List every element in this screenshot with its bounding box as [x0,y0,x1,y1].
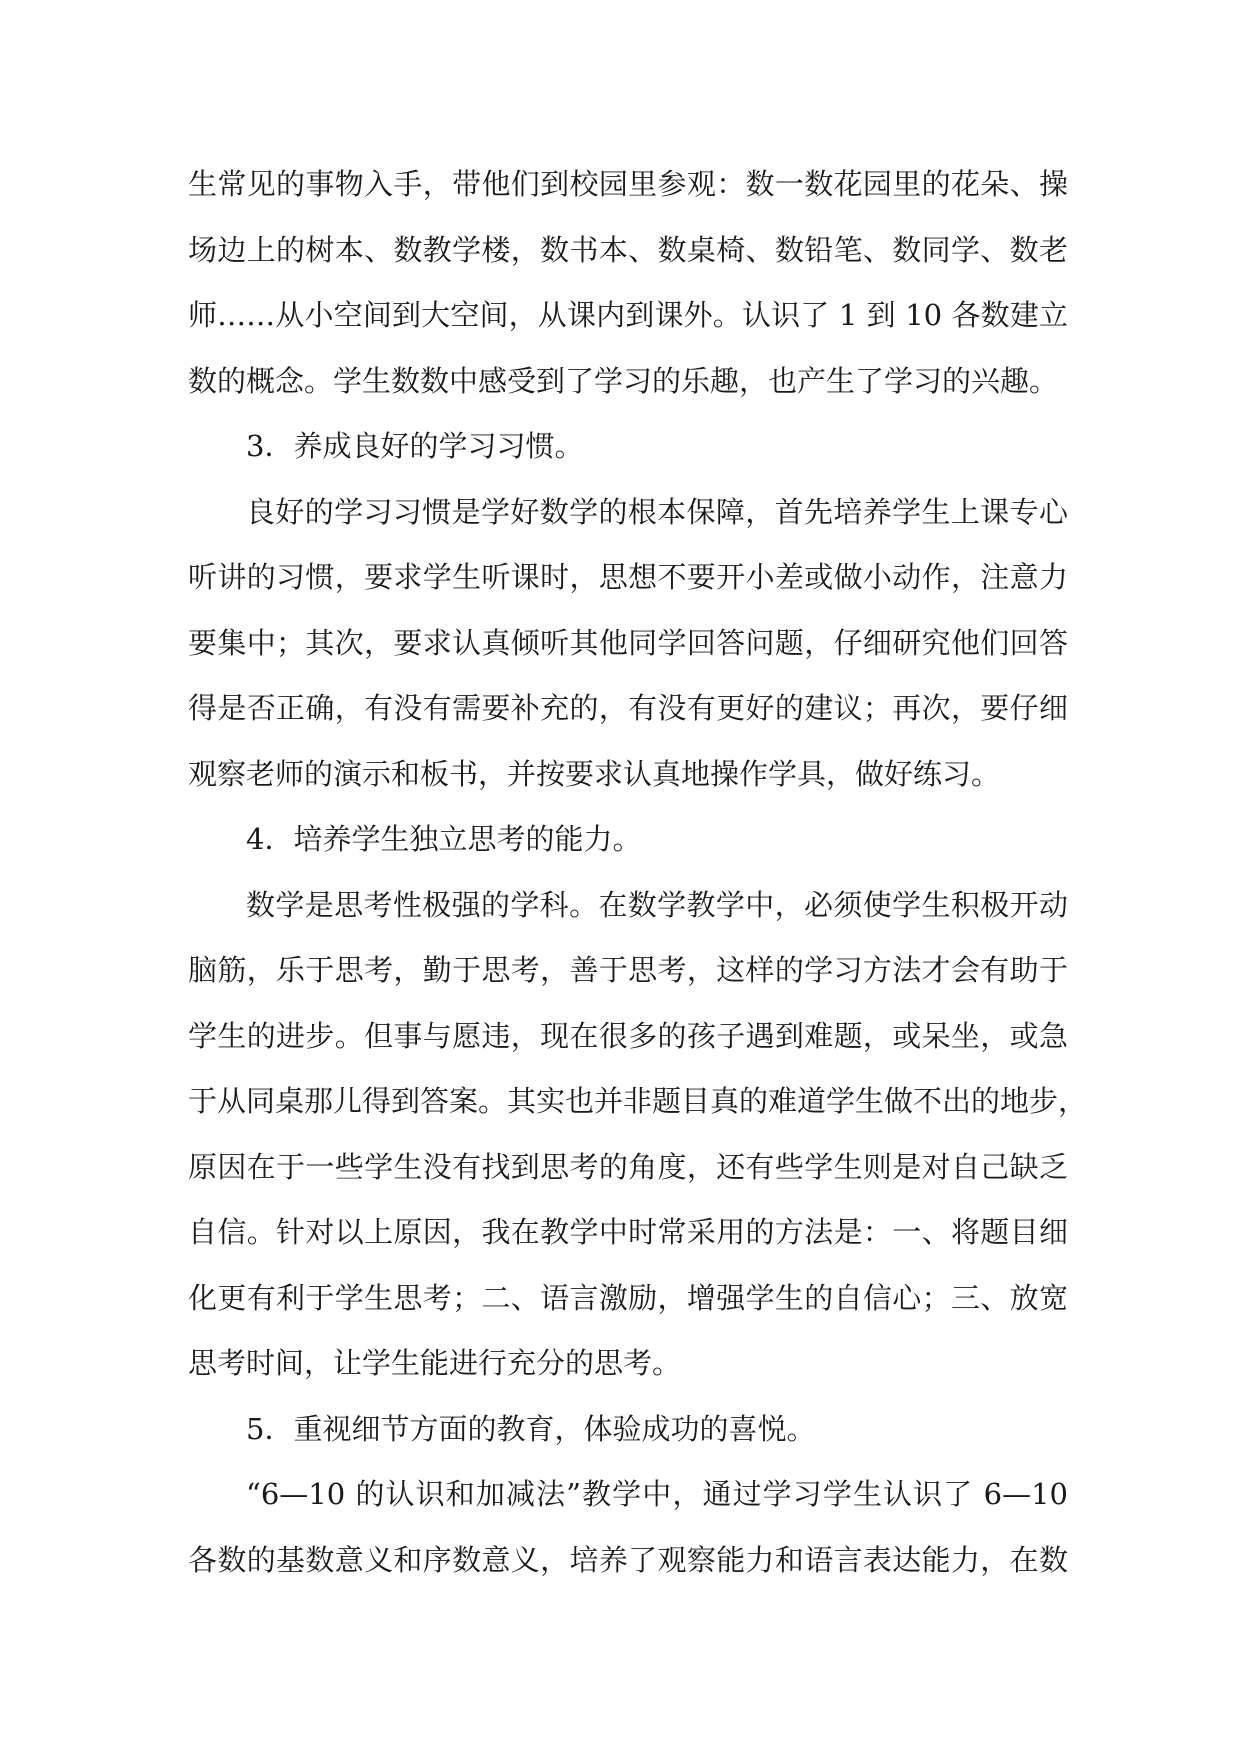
section-heading-5: 5．重视细节方面的教育，体验成功的喜悦。 [246,1411,816,1446]
text-line: 思考时间，让学生能进行充分的思考。 [188,1346,682,1380]
text-line: 良好的学习习惯是学好数学的根本保障，首先培养学生上课专心 [246,494,1068,529]
text-line: 各数的基数意义和序数意义，培养了观察能力和语言表达能力，在数 [188,1542,1068,1577]
text-line: “6—10 的认识和加减法”教学中，通过学习学生认识了 6—10 [246,1477,1068,1511]
text-line: 师……从小空间到大空间，从课内到课外。认识了 1 到 10 各数建立 [188,298,1068,332]
section-heading-4: 4．培养学生独立思考的能力。 [246,822,642,856]
text-line: 数学是思考性极强的学科。在数学教学中，必须使学生积极开动 [246,887,1068,922]
text-line: 观察老师的演示和板书，并按要求认真地操作学具，做好练习。 [188,756,1001,791]
text-line: 场边上的树本、数教学楼，数书本、数桌椅、数铅笔、数同学、数老 [188,232,1068,267]
text-line: 于从同桌那儿得到答案。其实也并非题目真的难道学生做不出的地步， [188,1084,1088,1118]
text-line: 脑筋，乐于思考，勤于思考，善于思考，这样的学习方法才会有助于 [188,953,1068,987]
text-line: 原因在于一些学生没有找到思考的角度，还有些学生则是对自己缺乏 [188,1149,1068,1184]
text-line: 生常见的事物入手，带他们到校园里参观：数一数花园里的花朵、操 [188,167,1068,201]
text-line: 听讲的习惯，要求学生听课时，思想不要开小差或做小动作，注意力 [188,560,1068,594]
text-line: 学生的进步。但事与愿违，现在很多的孩子遇到难题，或呆坐，或急 [188,1018,1068,1053]
text-line: 化更有利于学生思考；二、语言激励，增强学生的自信心；三、放宽 [188,1280,1068,1315]
text-line: 自信。针对以上原因，我在教学中时常采用的方法是：一、将题目细 [188,1215,1068,1249]
document-body [188,152,1088,1593]
section-heading-3: 3．养成良好的学习习惯。 [246,429,584,463]
text-line: 得是否正确，有没有需要补充的，有没有更好的建议；再次，要仔细 [188,691,1068,725]
text-line: 要集中；其次，要求认真倾听其他同学回答问题，仔细研究他们回答 [188,625,1068,660]
text-line: 数的概念。学生数数中感受到了学习的乐趣，也产生了学习的兴趣。 [188,363,1059,398]
